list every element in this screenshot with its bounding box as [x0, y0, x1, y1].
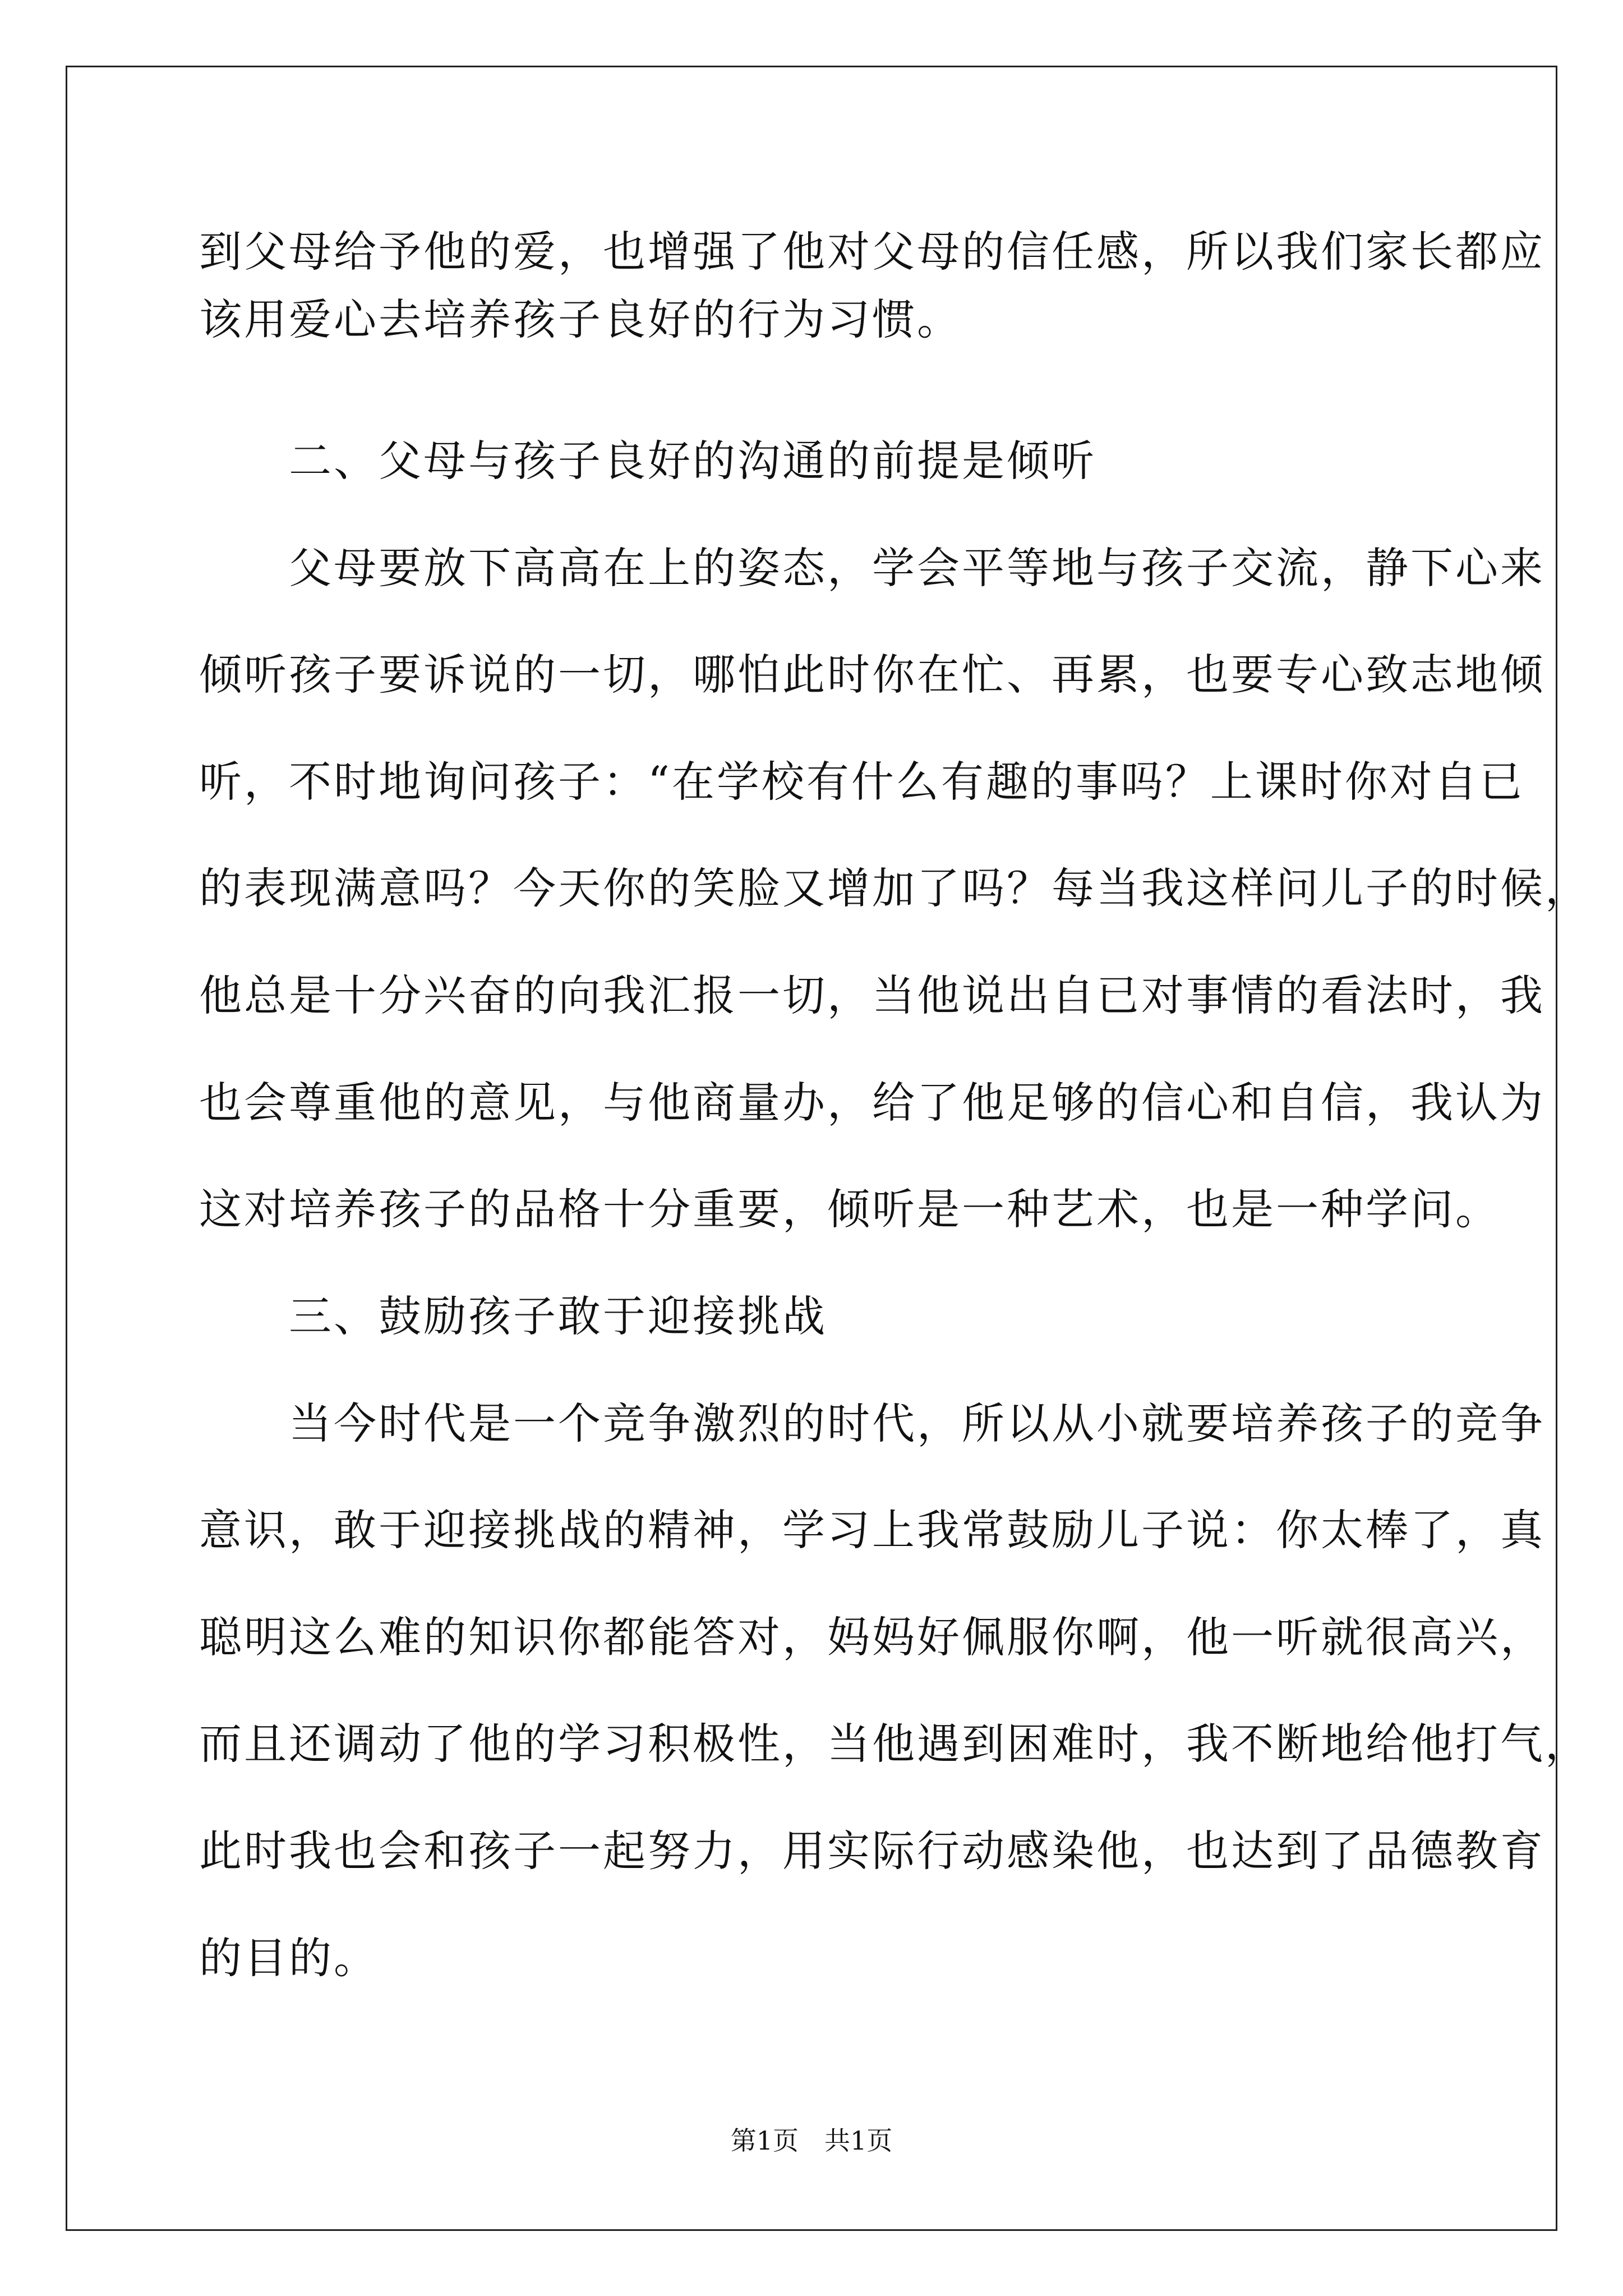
text-line: 的目的。 [199, 1933, 379, 1983]
text-line: 的表现满意吗？今天你的笑脸又增加了吗？每当我这样问儿子的时候， [199, 863, 1590, 913]
page-number-footer: 第1页 共1页 [730, 2125, 893, 2156]
text-line: 该用爱心去培养孩子良好的行为习惯。 [199, 295, 962, 344]
section-heading: 三、鼓励孩子敢于迎接挑战 [199, 1291, 827, 1341]
section-heading: 二、父母与孩子良好的沟通的前提是倾听 [199, 436, 1096, 486]
text-line: 倾听孩子要诉说的一切，哪怕此时你在忙、再累，也要专心致志地倾 [199, 650, 1545, 700]
text-line: 此时我也会和孩子一起努力，用实际行动感染他，也达到了品德教育 [199, 1826, 1545, 1876]
text-line: 当今时代是一个竞争激烈的时代，所以从小就要培养孩子的竞争 [199, 1398, 1545, 1448]
text-line: 意识，敢于迎接挑战的精神，学习上我常鼓励儿子说：你太棒了，真 [199, 1505, 1545, 1555]
text-line: 也会尊重他的意见，与他商量办，给了他足够的信心和自信，我认为 [199, 1078, 1545, 1128]
text-line: 到父母给予他的爱，也增强了他对父母的信任感，所以我们家长都应 [199, 227, 1545, 277]
text-line: 听，不时地询问孩子：“在学校有什么有趣的事吗？上课时你对自已 [199, 757, 1524, 807]
text-line: 而且还调动了他的学习积极性，当他遇到困难时，我不断地给他打气， [199, 1719, 1590, 1769]
page-border [66, 66, 1557, 2231]
text-line: 这对培养孩子的品格十分重要，倾听是一种艺术，也是一种学问。 [199, 1184, 1500, 1234]
text-line: 父母要放下高高在上的姿态，学会平等地与孩子交流，静下心来 [199, 543, 1545, 593]
text-line: 聪明这么难的知识你都能答对，妈妈好佩服你啊，他一听就很高兴， [199, 1612, 1545, 1662]
text-line: 他总是十分兴奋的向我汇报一切，当他说出自已对事情的看法时，我 [199, 970, 1545, 1020]
